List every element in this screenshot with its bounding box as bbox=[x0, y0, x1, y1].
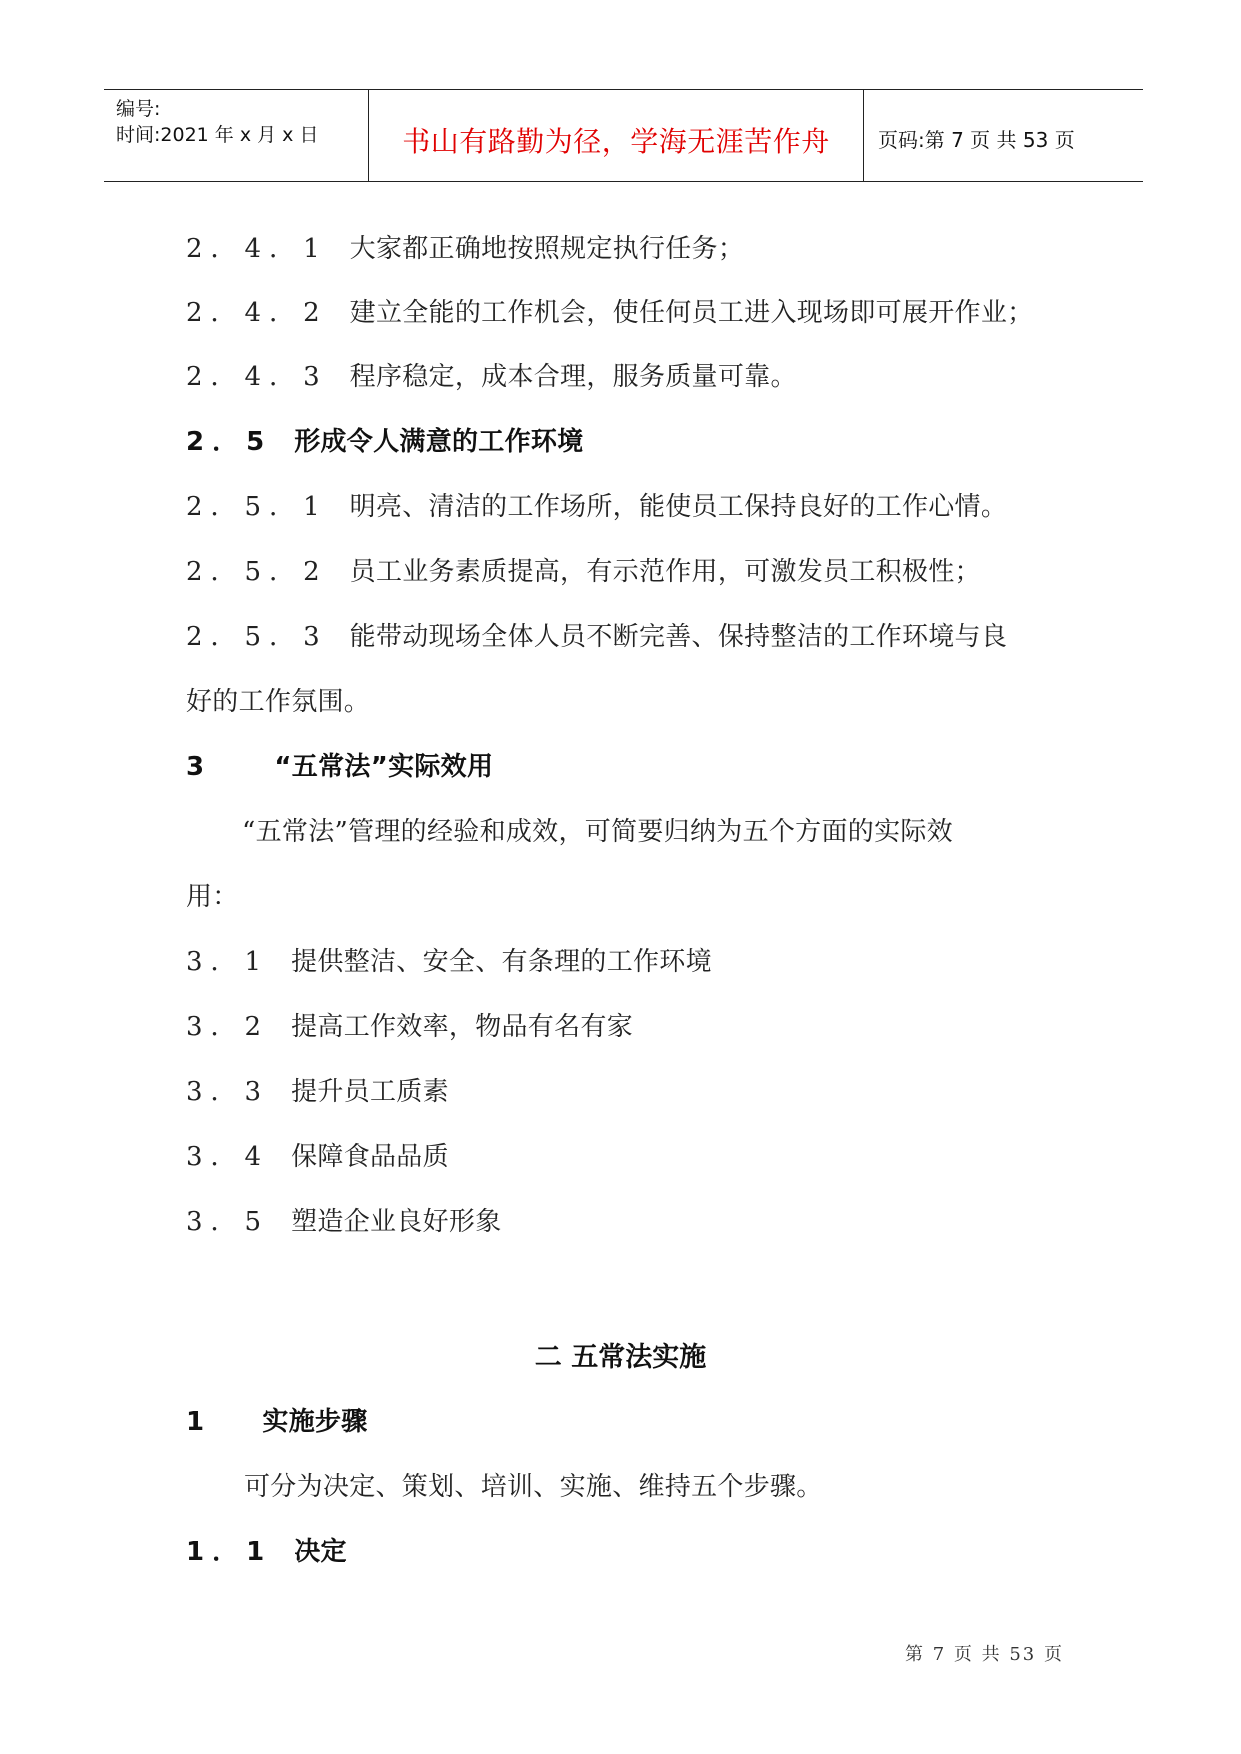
item-number: 2．5．1 bbox=[186, 492, 328, 522]
heading-text: 实施步骤 bbox=[262, 1407, 368, 1437]
list-item bbox=[186, 1201, 502, 1238]
list-item bbox=[186, 941, 712, 978]
item-number: 2．5．2 bbox=[186, 557, 328, 587]
header-motto-cell bbox=[369, 90, 864, 181]
item-text: 能带动现场全体人员不断完善、保持整洁的工作环境与良 bbox=[349, 622, 1008, 652]
list-item-continuation: 好的工作氛围。 bbox=[186, 687, 371, 717]
item-text: 明亮、清洁的工作场所，能使员工保持良好的工作心情。 bbox=[349, 492, 1008, 522]
item-number: 2．5．3 bbox=[186, 622, 328, 652]
item-number: 3．5 bbox=[186, 1207, 270, 1237]
paragraph-line: 可分为决定、策划、培训、实施、维持五个步骤。 bbox=[244, 1472, 823, 1502]
item-text: 员工业务素质提高，有示范作用，可激发员工积极性； bbox=[349, 557, 981, 587]
item-text: 提供整洁、安全、有条理的工作环境 bbox=[291, 947, 712, 977]
item-number: 3．4 bbox=[186, 1142, 270, 1172]
item-text: 提高工作效率，物品有名有家 bbox=[291, 1012, 633, 1042]
header-info-cell bbox=[104, 90, 369, 181]
document-time-label: 时间:2021 年 x 月 x 日 bbox=[116, 124, 319, 146]
item-text: 程序稳定，成本合理，服务质量可靠。 bbox=[349, 362, 797, 392]
list-item bbox=[186, 292, 1033, 329]
header-motto: 书山有路勤为径，学海无涯苦作舟 bbox=[402, 125, 830, 158]
heading-number: 1．1 bbox=[186, 1537, 273, 1567]
list-item bbox=[186, 1006, 633, 1043]
section-heading bbox=[186, 746, 493, 783]
section-heading bbox=[186, 421, 584, 458]
section-heading bbox=[186, 1401, 368, 1438]
heading-number: 2．5 bbox=[186, 427, 273, 457]
page-header bbox=[104, 89, 1143, 182]
list-item bbox=[186, 1136, 449, 1173]
item-number: 3．2 bbox=[186, 1012, 270, 1042]
item-text: 大家都正确地按照规定执行任务； bbox=[349, 234, 745, 264]
document-number-label: 编号: bbox=[116, 98, 161, 120]
list-item bbox=[186, 356, 797, 393]
section-heading bbox=[186, 1531, 347, 1568]
list-item bbox=[186, 228, 744, 265]
header-page-info: 页码:第 7 页 共 53 页 bbox=[878, 128, 1075, 152]
list-item bbox=[186, 1071, 449, 1108]
item-number: 2．4．3 bbox=[186, 362, 328, 392]
list-item bbox=[186, 616, 1007, 653]
item-text: 保障食品品质 bbox=[291, 1142, 449, 1172]
chapter-title: 二 五常法实施 bbox=[534, 1342, 707, 1373]
list-item bbox=[186, 551, 981, 588]
item-text: 塑造企业良好形象 bbox=[291, 1207, 502, 1237]
item-text: 建立全能的工作机会，使任何员工进入现场即可展开作业； bbox=[349, 298, 1034, 328]
header-page-cell bbox=[864, 90, 1143, 181]
item-number: 2．4．1 bbox=[186, 234, 328, 264]
paragraph-line: 用： bbox=[186, 882, 239, 912]
paragraph-line: “五常法”管理的经验和成效，可简要归纳为五个方面的实际效 bbox=[242, 817, 953, 847]
item-text: 提升员工质素 bbox=[291, 1077, 449, 1107]
item-number: 2．4．2 bbox=[186, 298, 328, 328]
heading-text: 决定 bbox=[294, 1537, 347, 1567]
heading-number: 1 bbox=[186, 1407, 205, 1437]
heading-number: 3 bbox=[186, 752, 205, 782]
page-footer: 第 7 页 共 53 页 bbox=[905, 1644, 1064, 1665]
list-item bbox=[186, 486, 1007, 523]
heading-text: “五常法”实际效用 bbox=[274, 752, 494, 782]
item-number: 3．3 bbox=[186, 1077, 270, 1107]
item-number: 3．1 bbox=[186, 947, 270, 977]
heading-text: 形成令人满意的工作环境 bbox=[294, 427, 584, 457]
